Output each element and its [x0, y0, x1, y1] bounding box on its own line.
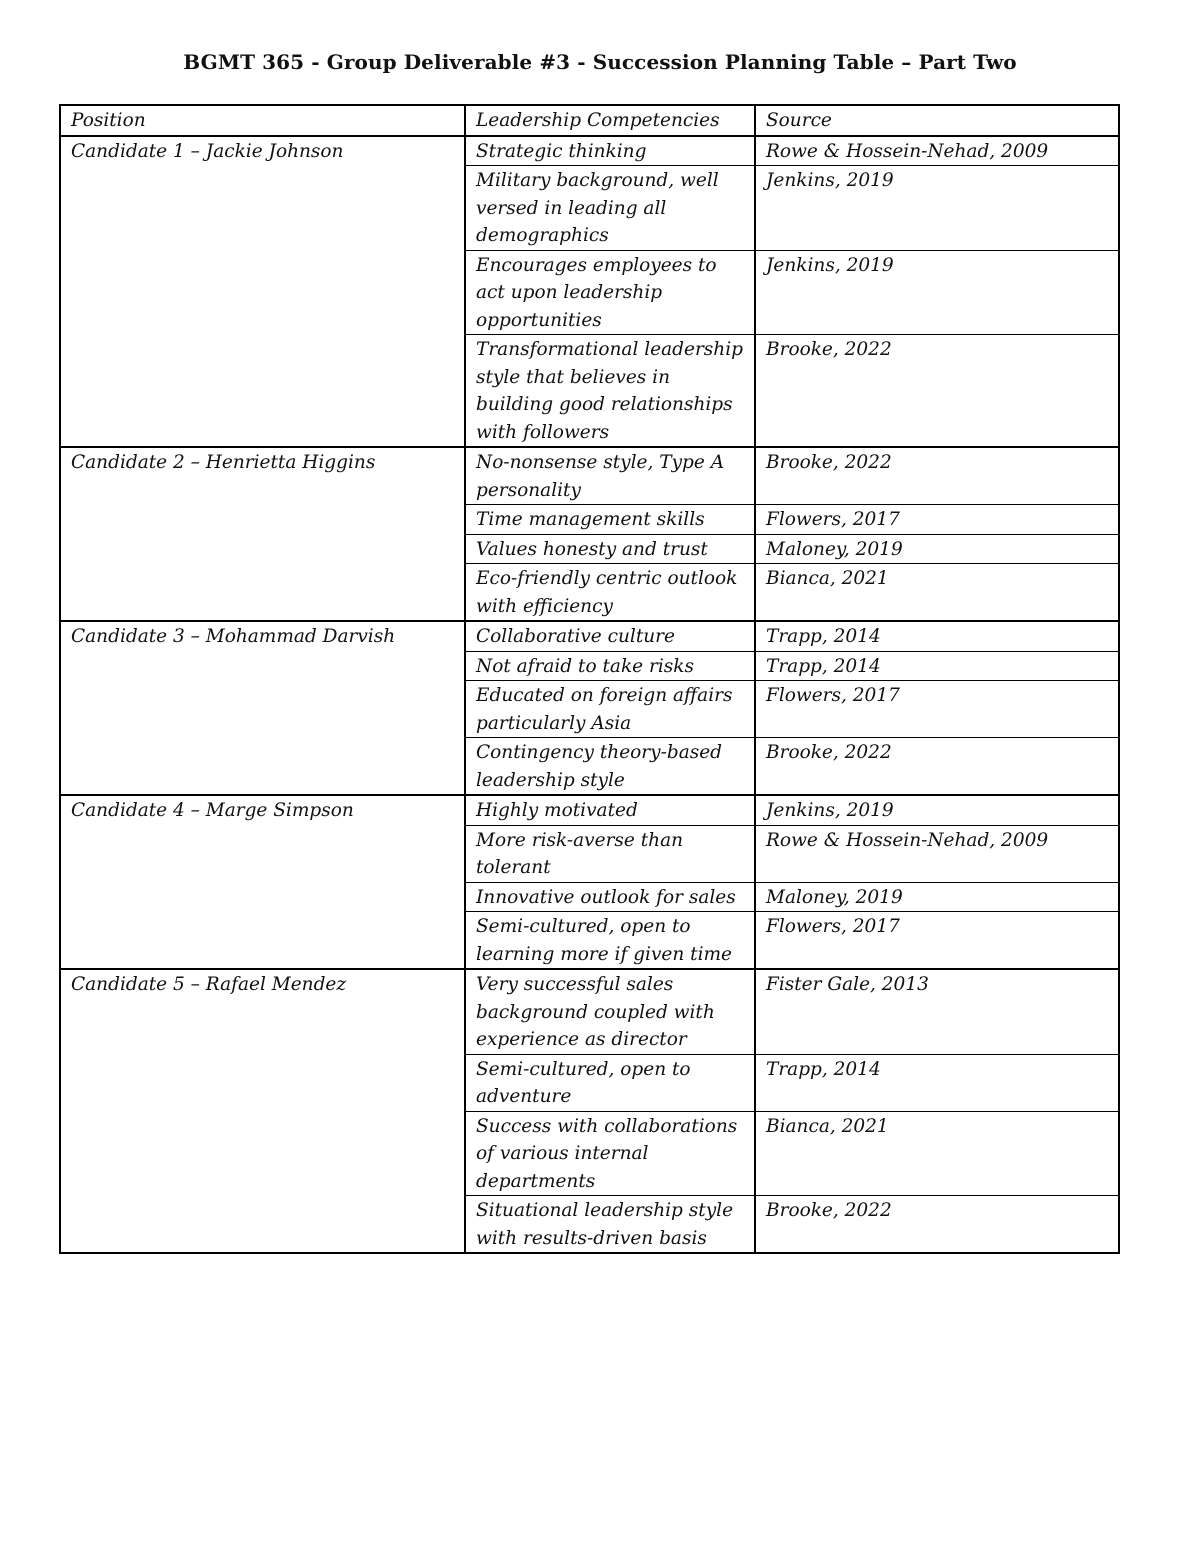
competency-cell: More risk-averse than tolerant: [465, 825, 755, 882]
competency-cell: Not afraid to take risks: [465, 651, 755, 681]
competency-cell: Strategic thinking: [465, 136, 755, 166]
document-title: BGMT 365 - Group Deliverable #3 - Succession Planning Table – Part Two: [183, 50, 1017, 74]
source-cell: Maloney, 2019: [755, 534, 1119, 564]
source-cell: Brooke, 2022: [755, 738, 1119, 796]
table-row: [60, 447, 1119, 505]
competency-cell: Innovative outlook for sales: [465, 882, 755, 912]
source-cell: Flowers, 2017: [755, 505, 1119, 535]
competency-cell: Contingency theory-based leadership style: [465, 738, 755, 796]
table-header-row: [60, 105, 1119, 136]
table-row: [60, 621, 1119, 651]
competency-cell: Semi-cultured, open to adventure: [465, 1054, 755, 1111]
competency-cell: Time management skills: [465, 505, 755, 535]
competency-cell: Transformational leadership style that believes in building good relationships with followers: [465, 335, 755, 448]
competency-cell: Highly motivated: [465, 795, 755, 825]
candidate-name: Candidate 3 – Mohammad Darvish: [60, 621, 465, 795]
source-cell: Rowe & Hossein-Nehad, 2009: [755, 136, 1119, 166]
source-cell: Trapp, 2014: [755, 1054, 1119, 1111]
table-row: [60, 136, 1119, 166]
competency-cell: Values honesty and trust: [465, 534, 755, 564]
competency-cell: Eco-friendly centric outlook with efficiency: [465, 564, 755, 622]
succession-planning-table: [59, 104, 1120, 1254]
candidate-name: Candidate 5 – Rafael Mendez: [60, 969, 465, 1253]
candidate-name: Candidate 1 – Jackie Johnson: [60, 136, 465, 448]
competency-cell: Military background, well versed in leading all demographics: [465, 166, 755, 251]
source-cell: Bianca, 2021: [755, 1111, 1119, 1196]
candidate-name: Candidate 2 – Henrietta Higgins: [60, 447, 465, 621]
source-cell: Brooke, 2022: [755, 335, 1119, 448]
source-cell: Jenkins, 2019: [755, 795, 1119, 825]
table-row: [60, 795, 1119, 825]
source-cell: Bianca, 2021: [755, 564, 1119, 622]
competency-cell: Situational leadership style with results-driven basis: [465, 1196, 755, 1254]
candidate-name: Candidate 4 – Marge Simpson: [60, 795, 465, 969]
source-cell: Flowers, 2017: [755, 912, 1119, 970]
source-cell: Trapp, 2014: [755, 651, 1119, 681]
source-cell: Maloney, 2019: [755, 882, 1119, 912]
competency-cell: Collaborative culture: [465, 621, 755, 651]
source-cell: Flowers, 2017: [755, 681, 1119, 738]
competency-cell: Encourages employees to act upon leadership opportunities: [465, 250, 755, 335]
competency-cell: Semi-cultured, open to learning more if given time: [465, 912, 755, 970]
competency-cell: No-nonsense style, Type A personality: [465, 447, 755, 505]
source-cell: Jenkins, 2019: [755, 250, 1119, 335]
source-cell: Brooke, 2022: [755, 1196, 1119, 1254]
table-row: [60, 969, 1119, 1054]
source-cell: Brooke, 2022: [755, 447, 1119, 505]
source-cell: Jenkins, 2019: [755, 166, 1119, 251]
header-source: Source: [755, 105, 1119, 136]
source-cell: Fister Gale, 2013: [755, 969, 1119, 1054]
competency-cell: Very successful sales background coupled with experience as director: [465, 969, 755, 1054]
competency-cell: Success with collaborations of various internal departments: [465, 1111, 755, 1196]
header-position: Position: [60, 105, 465, 136]
source-cell: Rowe & Hossein-Nehad, 2009: [755, 825, 1119, 882]
header-leadership-competencies: Leadership Competencies: [465, 105, 755, 136]
competency-cell: Educated on foreign affairs particularly Asia: [465, 681, 755, 738]
source-cell: Trapp, 2014: [755, 621, 1119, 651]
